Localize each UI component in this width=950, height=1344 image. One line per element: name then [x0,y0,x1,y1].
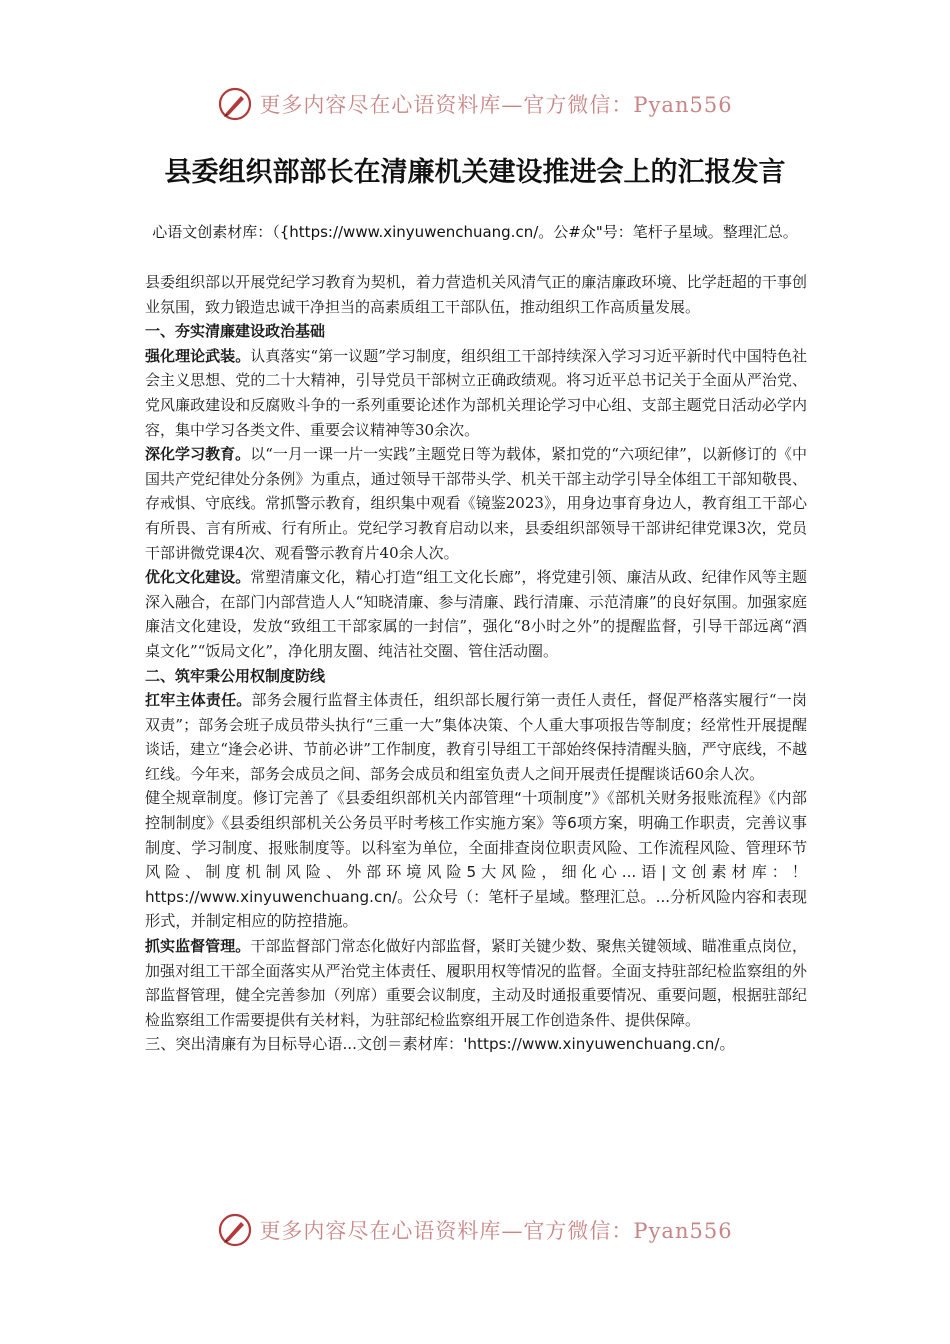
document-body [145,270,807,1057]
paragraph-body: 部务会履行监督主体责任，组织部长履行第一责任人责任，督促严格落实履行“一岗双责”；部务会班子成员带头执行“三重一大”集体决策、个人重大事项报告等制度；经常性开展提醒谈话，建立“逢会必讲、节前必讲”工作制度，教育引导组工干部始终保持清醒头脑，严守底线，不越红线。今年来，部务会成员之间、部务会成员和组室负责人之间开展责任提醒谈话60余人次。 [145,691,807,783]
paragraph-theory [145,344,807,442]
paragraph-lead: 优化文化建设。 [145,568,251,587]
paragraph-responsibility [145,688,807,786]
paragraph-lead: 抓实监督管理。 [145,937,251,956]
paragraph-body: 以“一月一课一片一实践”主题党日等为载体，紧扣党的“六项纪律”，以新修订的《中国共产党纪律处分条例》为重点，通过领导干部带头学、机关干部主动学引导全体组工干部知敬畏、存戒惧、守底线。常抓警示教育，组织集中观看《镜鉴2023》，用身边事育身边人，教育组工干部心有所畏、言有所戒、行有所止。党纪学习教育启动以来，县委组织部领导干部讲纪律党课3次，党员干部讲微党课4次、观看警示教育片40余人次。 [145,445,807,562]
section-heading-3: 三、突出清廉有为目标导心语...文创＝素材库：'https://www.xinyuwenchuang.cn/。 [145,1035,735,1054]
header-banner [0,84,950,124]
source-note: 心语文创素材库：（{https://www.xinyuwenchuang.cn/。公#众"号：笔杆子星域。整理汇总。 [152,223,798,241]
pen-logo-icon [217,1212,253,1248]
paragraph-body: 干部监督部门常态化做好内部监督，紧盯关键少数、聚焦关键领域、瞄准重点岗位，加强对组工干部全面落实从严治党主体责任、履职用权等情况的监督。全面支持驻部纪检监察组的外部监督管理，健全完善参加（列席）重要会议制度，主动及时通报重要情况、重要问题，根据驻部纪检监察组工作需要提供有关材料，为驻部纪检监察组开展工作创造条件、提供保障。 [145,937,807,1029]
document-title: 县委组织部部长在清廉机关建设推进会上的汇报发言 [164,157,786,188]
paragraph-lead: 强化理论武装。 [145,346,251,365]
section-heading-1: 一、夯实清廉建设政治基础 [145,322,326,341]
banner-text: 更多内容尽在心语资料库—官方微信：Pyan556 [259,1219,733,1243]
paragraph-supervision [145,934,807,1032]
paragraph-lead: 深化学习教育。 [145,445,251,464]
section-heading-2: 二、筑牢秉公用权制度防线 [145,666,326,685]
footer-banner [0,1210,950,1250]
paragraph-body: 认真落实“第一议题”学习制度，组织组工干部持续深入学习习近平新时代中国特色社会主义思想、党的二十大精神，引导党员干部树立正确政绩观。将习近平总书记关于全面从严治党、党风廉政建设和反腐败斗争的一系列重要论述作为部机关理论学习中心组、支部主题党日活动必学内容，集中学习各类文件、重要会议精神等30余次。 [145,346,807,439]
intro-paragraph: 县委组织部以开展党纪学习教育为契机，着力营造机关风清气正的廉洁廉政环境、比学赶超的干事创业氛围，致力锻造忠诚干净担当的高素质组工干部队伍，推动组织工作高质量发展。 [145,273,807,316]
pen-logo-icon [217,86,253,122]
banner-text: 更多内容尽在心语资料库—官方微信：Pyan556 [259,93,733,117]
paragraph-lead: 扛牢主体责任。 [145,691,252,710]
paragraph-body: 常塑清廉文化，精心打造“组工文化长廊”，将党建引领、廉洁从政、纪律作风等主题深入融合，在部门内部营造人人“知晓清廉、参与清廉、践行清廉、示范清廉”的良好氛围。加强家庭廉洁文化建设，发放“致组工干部家属的一封信”，强化“8小时之外”的提醒监督，引导干部远离“酒桌文化”“饭局文化”，净化朋友圈、纯洁社交圈、管住活动圈。 [145,568,807,660]
paragraph-regulations: 健全规章制度。修订完善了《县委组织部机关内部管理“十项制度”》《部机关财务报账流程》《内部控制制度》《县委组织部机关公务员平时考核工作实施方案》等6项方案，明确工作职责，完善议事制度、学习制度、报账制度等。以科室为单位，全面排查岗位职责风险、工作流程风险、管理环节风险、制度机制风险、外部环境风险5大风险，细化心...语|文创素材库：！https://www.xinyuwenchuang.cn/。公众号（：笔杆子星域。整理汇总。...分析风险内容和表现形式，并制定相应的防控措施。 [145,789,807,931]
paragraph-culture [145,565,807,663]
paragraph-education [145,442,807,565]
